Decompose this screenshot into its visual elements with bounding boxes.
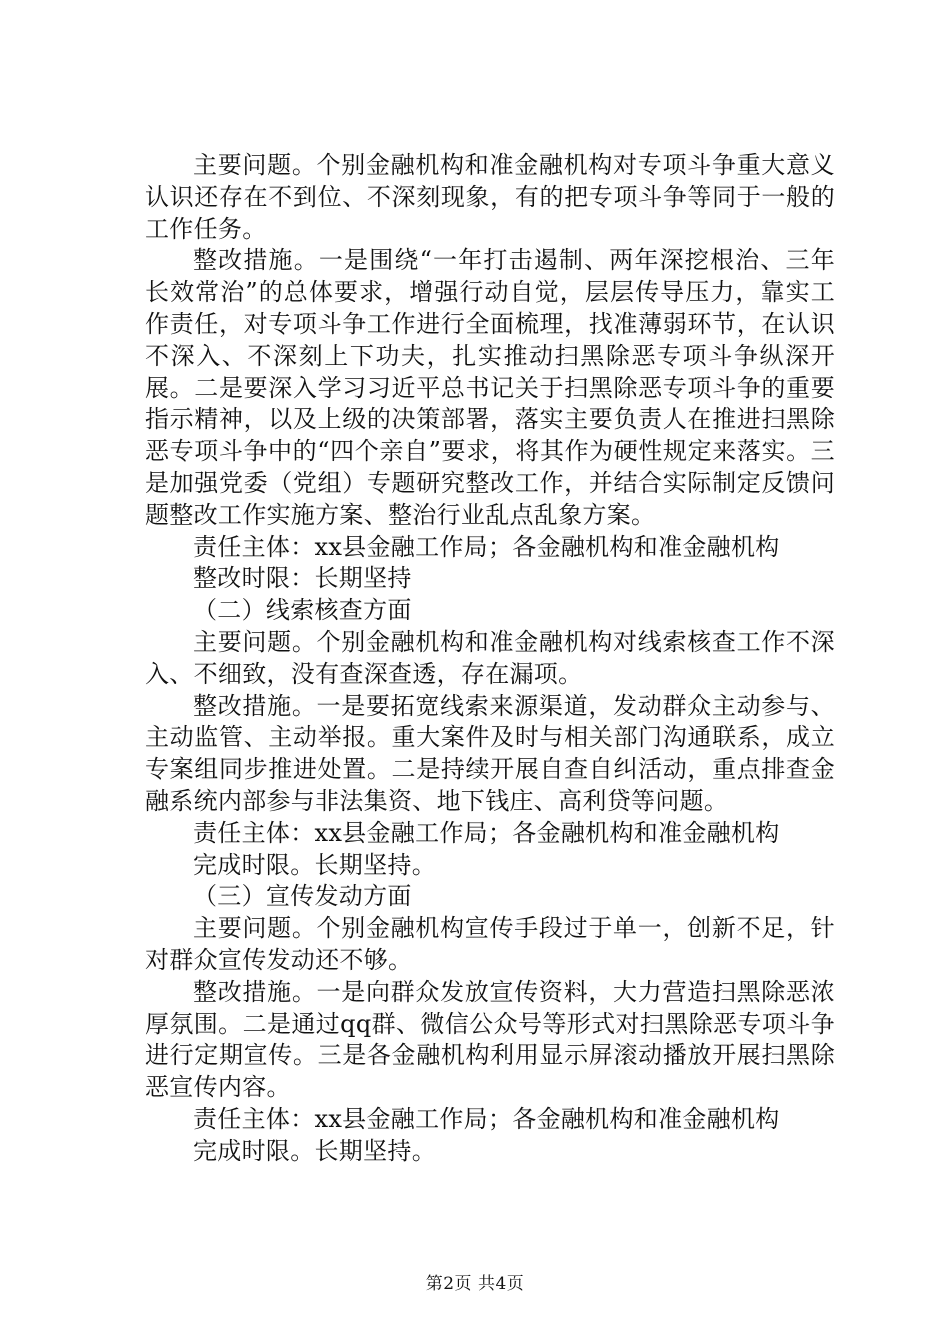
- paragraph-deadline-3: 完成时限。长期坚持。: [193, 1136, 436, 1165]
- section-heading-publicity: （三）宣传发动方面: [193, 882, 412, 911]
- paragraph-deadline-1: 整改时限：长期坚持: [193, 564, 412, 593]
- paragraph-deadline-2: 完成时限。长期坚持。: [193, 850, 436, 879]
- document-body: [145, 150, 835, 1168]
- paragraph-responsible-2: 责任主体：xx县金融工作局；各金融机构和准金融机构: [193, 818, 780, 847]
- paragraph-responsible-1: 责任主体：xx县金融工作局；各金融机构和准金融机构: [193, 532, 780, 561]
- page-number-footer: 第2页 共4页: [425, 1274, 525, 1294]
- paragraph-main-issue-2: 主要问题。个别金融机构和准金融机构对线索核查工作不深入、不细致，没有查深查透，存在漏项。: [145, 627, 835, 688]
- paragraph-main-issue-1: 主要问题。个别金融机构和准金融机构对专项斗争重大意义认识还存在不到位、不深刻现象，有的把专项斗争等同于一般的工作任务。: [145, 151, 835, 243]
- section-heading-clue-check: （二）线索核查方面: [193, 596, 412, 625]
- paragraph-responsible-3: 责任主体：xx县金融工作局；各金融机构和准金融机构: [193, 1104, 780, 1133]
- paragraph-measures-3: 整改措施。一是向群众发放宣传资料，大力营造扫黑除恶浓厚氛围。二是通过qq群、微信公众号等形式对扫黑除恶专项斗争进行定期宣传。三是各金融机构利用显示屏滚动播放开展扫黑除恶宣传内容。: [145, 977, 835, 1102]
- paragraph-measures-1: 整改措施。一是围绕“一年打击遏制、两年深挖根治、三年长效常治”的总体要求，增强行动自觉，层层传导压力，靠实工作责任，对专项斗争工作进行全面梳理，找准薄弱环节，在认识不深入、不深刻上下功夫，扎实推动扫黑除恶专项斗争纵深开展。二是要深入学习习近平总书记关于扫黑除恶专项斗争的重要指示精神，以及上级的决策部署，落实主要负责人在推进扫黑除恶专项斗争中的“四个亲自”要求，将其作为硬性规定来落实。三是加强党委（党组）专题研究整改工作，并结合实际制定反馈问题整改工作实施方案、整治行业乱点乱象方案。: [145, 246, 835, 529]
- paragraph-measures-2: 整改措施。一是要拓宽线索来源渠道，发动群众主动参与、主动监管、主动举报。重大案件及时与相关部门沟通联系，成立专案组同步推进处置。二是持续开展自查自纠活动，重点排查金融系统内部参与非法集资、地下钱庄、高利贷等问题。: [145, 691, 835, 815]
- paragraph-main-issue-3: 主要问题。个别金融机构宣传手段过于单一，创新不足，针对群众宣传发动还不够。: [145, 914, 835, 974]
